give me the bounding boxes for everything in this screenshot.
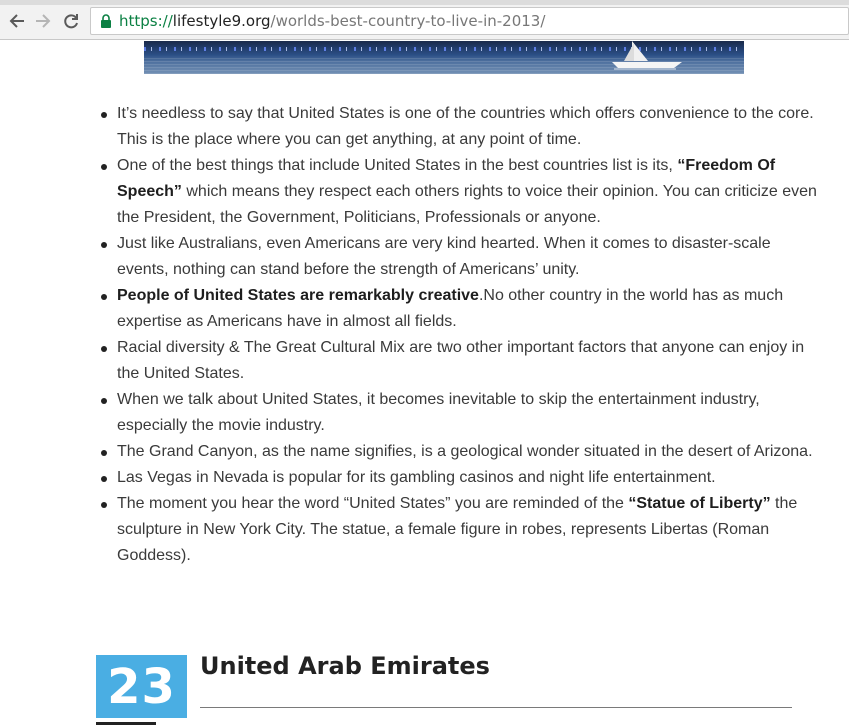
heading-divider	[200, 707, 792, 708]
list-item	[117, 153, 822, 231]
list-item-text-after: .No other country in the world has as much expertise as Americans have in almost all fields.	[117, 287, 784, 330]
list-item-bold: “Statue of Liberty”	[628, 495, 771, 512]
list-item	[117, 491, 822, 569]
rank-number-badge: 23	[96, 655, 187, 718]
list-item	[117, 101, 822, 153]
list-item-text: Just like Australians, even Americans are very kind hearted. When it comes to disaster-scale events, nothing can stand before the strength of Americans’ unity.	[117, 235, 771, 278]
list-item-text: It’s needless to say that United States is one of the countries which offers convenience to the core. This is the place where you can get anything, at any point of time.	[117, 105, 814, 148]
list-item	[117, 283, 822, 335]
list-item	[117, 465, 822, 491]
url-scheme: https://	[119, 12, 173, 30]
list-item-text: One of the best things that include United States in the best countries list is its,	[117, 157, 678, 174]
url-path: /worlds-best-country-to-live-in-2013/	[270, 12, 546, 30]
list-item-text: When we talk about United States, it becomes inevitable to skip the entertainment industry, especially the movie industry.	[117, 391, 760, 434]
reasons-list	[94, 101, 822, 569]
list-item-text: Las Vegas in Nevada is popular for its gambling casinos and night life entertainment.	[117, 469, 716, 486]
list-item-text-after: which means they respect each others rights to voice their opinion. You can criticize even the President, the Government, Politicians, Professionals or anyone.	[117, 183, 817, 226]
list-item	[117, 387, 822, 439]
section-heading: United Arab Emirates	[200, 652, 490, 680]
list-item	[117, 335, 822, 387]
list-item-text: The Grand Canyon, as the name signifies, is a geological wonder situated in the desert of Arizona.	[117, 443, 813, 460]
list-item-bold: “Freedom Of Speech”	[117, 157, 776, 200]
url-host: lifestyle9.org	[172, 12, 271, 30]
list-item-text-after: the sculpture in New York City. The statue, a female figure in robes, represents Libertas (Roman Goddess).	[117, 495, 798, 564]
cut-off-text	[96, 718, 166, 726]
list-item	[117, 439, 822, 465]
list-item-text: Racial diversity & The Great Cultural Mix are two other important factors that anyone can enjoy in the United States.	[117, 339, 805, 382]
list-item-text: The moment you hear the word “United States” you are reminded of the	[117, 495, 629, 512]
list-item-bold: People of United States are remarkably creative	[117, 287, 479, 304]
list-item	[117, 231, 822, 283]
